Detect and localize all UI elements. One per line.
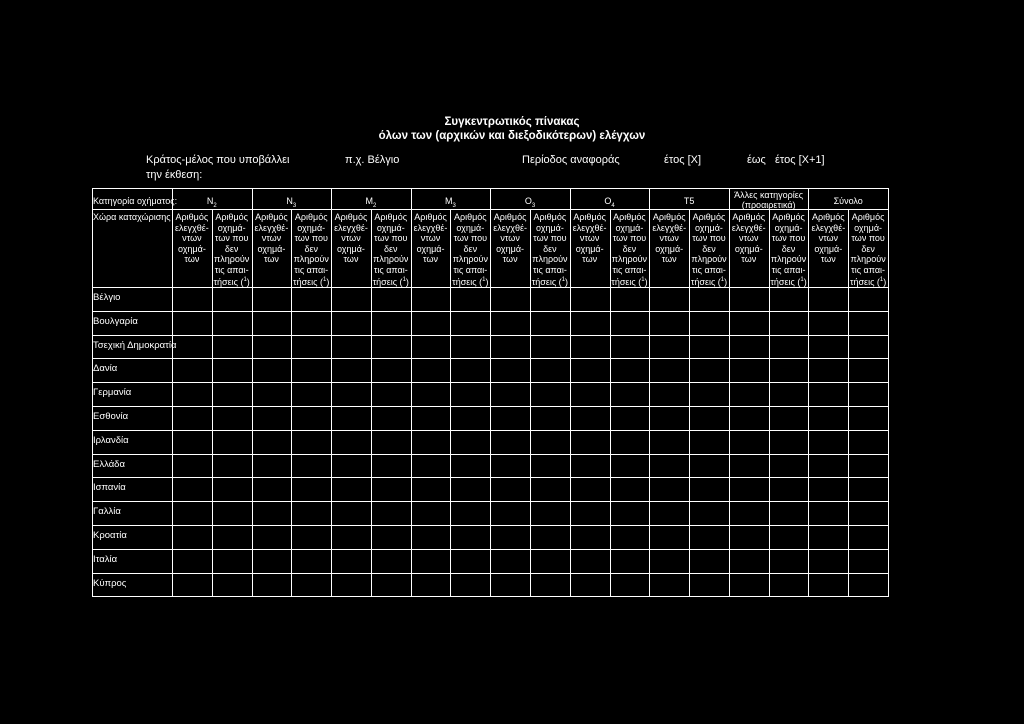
subheader-line: ελεγχθέ-: [334, 222, 368, 233]
category-header: [490, 196, 570, 211]
category-subscript: 2: [213, 202, 217, 209]
subheader-line: οχημά-: [177, 243, 206, 254]
subheader-inspected-count: [252, 212, 292, 265]
subheader-line: Αριθμός: [851, 212, 885, 222]
country-row-label: Εσθονία: [93, 411, 129, 422]
subheader-line: ντων: [500, 233, 520, 243]
subheader-line: πληρούν: [214, 254, 250, 264]
subheader-noncompliant-count: [689, 212, 729, 288]
subheader-line: τις απαι-: [294, 264, 329, 275]
subheader-line: των που: [214, 233, 249, 243]
subheader-line: των: [423, 254, 439, 264]
subheader-line: των που: [294, 233, 328, 243]
subheader-noncompliant-count: [530, 212, 570, 288]
subheader-line: Αριθμός: [215, 212, 248, 222]
subheader-line: πληρούν: [770, 254, 807, 264]
category-subscript: 3: [292, 202, 297, 209]
subheader-line: πληρούν: [850, 254, 886, 264]
country-row-label: Δανία: [93, 363, 118, 375]
subheader-line: οχημά-: [337, 243, 365, 254]
subheader-inspected-count: [570, 212, 610, 265]
subheader-inspected-count: [808, 212, 848, 265]
period-label: Περίοδος αναφοράς: [522, 154, 620, 166]
subheader-line: δεν: [463, 243, 478, 254]
category-subscript: 3: [531, 202, 536, 209]
footnote-mark: 1: [243, 277, 247, 283]
category-header: [411, 196, 491, 211]
subheader-line: ελεγχθέ-: [731, 222, 766, 233]
subheader-line: τήσεις ($^1$): [452, 277, 489, 287]
subheader-line: τήσεις ($^1$): [372, 277, 409, 287]
subheader-line: οχημά-: [416, 243, 445, 254]
category-subscript: 3: [452, 202, 456, 209]
category-header: [252, 196, 332, 211]
category-code: M: [445, 196, 453, 206]
subheader-inspected-count: [411, 212, 451, 265]
category-subscript: 2: [372, 202, 377, 209]
subheader-line: Αριθμός: [573, 212, 606, 222]
subheader-line: τις απαι-: [373, 264, 408, 275]
category-note: (προαιρετικά): [741, 200, 796, 210]
subheader-line: οχημά-: [297, 222, 326, 233]
footnote-mark: 1: [482, 277, 486, 283]
member-state-label-1: Κράτος-μέλος που υποβάλλει: [146, 154, 290, 166]
subheader-line: πληρούν: [532, 254, 568, 264]
subheader-line: Αριθμός: [811, 212, 845, 222]
subheader-line: τις απαι-: [692, 264, 726, 275]
subheader-line: οχημά-: [695, 222, 723, 233]
category-header: [570, 196, 650, 211]
subheader-line: πληρούν: [452, 254, 488, 264]
subheader-line: Αριθμός: [613, 212, 646, 222]
subheader-line: Αριθμός: [652, 212, 686, 222]
subheader-line: τήσεις ($^1$): [770, 277, 807, 287]
subheader-line: οχημά-: [376, 222, 405, 233]
subheader-line: ντων: [420, 233, 441, 243]
category-code: N: [206, 196, 214, 206]
subheader-line: οχημά-: [456, 222, 485, 233]
subheader-noncompliant-count: [450, 212, 490, 288]
subheader-line: των: [502, 254, 518, 264]
subheader-line: δεν: [861, 243, 875, 254]
subheader-noncompliant-count: [291, 212, 331, 288]
subheader-line: Αριθμός: [374, 212, 408, 222]
subheader-line: ντων: [739, 233, 759, 243]
subheader-line: Αριθμός: [255, 212, 288, 222]
subheader-noncompliant-count: [212, 212, 252, 288]
subheader-line: Αριθμός: [453, 212, 487, 222]
subheader-line: ελεγχθέ-: [254, 222, 289, 233]
country-row-label: Βουλγαρία: [93, 315, 138, 327]
country-row-label: Κύπρος: [93, 577, 127, 589]
subheader-line: τήσεις ($^1$): [213, 277, 250, 287]
country-row-label: Βέλγιο: [93, 292, 121, 303]
subheader-line: ελεγχθέ-: [413, 222, 448, 233]
subheader-line: δεν: [543, 243, 557, 254]
country-row-label: Κροατία: [93, 530, 127, 541]
subheader-line: Αριθμός: [692, 212, 726, 222]
subheader-line: τις απαι-: [453, 264, 488, 275]
subheader-line: τις απαι-: [851, 264, 886, 275]
subheader-line: ελεγχθέ-: [572, 222, 607, 233]
subheader-line: πληρούν: [373, 254, 409, 264]
member-state-label-2: την έκθεση:: [146, 169, 203, 181]
subheader-line: τήσεις ($^1$): [611, 277, 648, 287]
subheader-line: δεν: [383, 243, 398, 254]
subheader-noncompliant-count: [769, 212, 809, 288]
category-subscript: 4: [611, 202, 615, 209]
subheader-line: Αριθμός: [414, 212, 447, 222]
subheader-line: των που: [692, 233, 726, 243]
subheader-inspected-count: [649, 212, 689, 265]
subheader-line: ελεγχθέ-: [493, 222, 527, 233]
subheader-line: Αριθμός: [175, 212, 209, 222]
subheader-line: Αριθμός: [334, 212, 368, 222]
subheader-line: τήσεις ($^1$): [849, 277, 887, 287]
subheader-noncompliant-count: [371, 212, 411, 288]
footnote-mark: 1: [561, 277, 566, 283]
country-row-label: Ελλάδα: [93, 458, 125, 470]
period-to-label: έως: [747, 154, 766, 166]
subheader-inspected-count: [331, 212, 371, 265]
footnote-mark: 1: [323, 277, 327, 283]
country-header: Χώρα καταχώρισης: [93, 212, 171, 222]
country-row-label: Ισπανία: [93, 482, 126, 494]
subheader-line: τήσεις ($^1$): [690, 277, 728, 287]
subheader-line: ντων: [182, 233, 202, 243]
category-code: M: [365, 196, 373, 206]
subheader-line: ελεγχθέ-: [811, 222, 846, 233]
category-name: Άλλες κατηγορίες: [734, 190, 804, 200]
subheader-line: των που: [453, 233, 488, 243]
subheader-line: ντων: [261, 233, 282, 243]
subheader-line: ντων: [818, 233, 839, 243]
category-code: T5: [683, 196, 695, 206]
subheader-line: τις απαι-: [612, 264, 647, 275]
footnote-mark: 1: [402, 277, 406, 283]
category-label: Κατηγορία οχήματος:: [93, 196, 178, 206]
subheader-line: πληρούν: [691, 254, 727, 264]
country-row-label: Τσεχική Δημοκρατία: [93, 339, 177, 351]
subheader-line: οχημά-: [575, 243, 604, 254]
subheader-line: δεν: [702, 243, 716, 254]
subheader-line: των που: [612, 233, 647, 243]
category-code: Σύνολο: [833, 196, 863, 206]
subheader-line: τις απαι-: [532, 264, 567, 275]
subheader-line: οχημά-: [535, 222, 564, 233]
subheader-line: Αριθμός: [772, 212, 805, 222]
subheader-inspected-count: [729, 212, 769, 265]
subheader-line: των: [582, 254, 598, 264]
category-code: O: [604, 196, 612, 206]
subheader-line: των: [263, 254, 279, 264]
category-header: [172, 196, 252, 211]
subheader-noncompliant-count: [848, 212, 888, 288]
subheader-line: ντων: [579, 233, 600, 243]
subheader-inspected-count: [172, 212, 212, 265]
footnote-mark: 1: [800, 277, 804, 283]
subheader-line: των: [184, 254, 200, 264]
subheader-line: οχημά-: [217, 222, 246, 233]
subheader-line: ντων: [659, 233, 679, 243]
subheader-line: των: [820, 254, 836, 264]
subheader-line: ελεγχθέ-: [175, 222, 209, 233]
title-line-1: Συγκεντρωτικός πίνακας: [444, 116, 580, 128]
country-row-label: Ιρλανδία: [93, 434, 129, 446]
country-row-label: Ιταλία: [93, 553, 118, 565]
subheader-line: των: [661, 254, 677, 264]
table-border-right: [888, 188, 889, 597]
category-header: [649, 196, 729, 206]
subheader-line: οχημά-: [854, 222, 883, 233]
category-code: O: [524, 196, 532, 206]
subheader-line: οχημά-: [496, 243, 525, 254]
footnote-mark: 1: [879, 277, 884, 283]
title-line-2: όλων των (αρχικών και διεξοδικότερων) ελέγχων: [378, 130, 646, 142]
subheader-line: τις απαι-: [771, 264, 806, 275]
subheader-line: Αριθμός: [732, 212, 766, 222]
subheader-line: οχημά-: [257, 243, 286, 254]
category-header: [808, 196, 888, 206]
subheader-noncompliant-count: [610, 212, 650, 288]
subheader-line: των που: [533, 233, 567, 243]
subheader-line: τήσεις ($^1$): [531, 277, 569, 287]
subheader-line: δεν: [224, 243, 239, 254]
subheader-line: δεν: [304, 243, 318, 254]
category-code: N: [286, 196, 293, 206]
subheader-line: τις απαι-: [214, 264, 249, 275]
subheader-line: ελεγχθέ-: [652, 222, 687, 233]
member-state-value: π.χ. Βέλγιο: [345, 154, 400, 166]
subheader-line: των: [741, 254, 757, 264]
category-header: [729, 190, 809, 210]
subheader-line: των: [343, 254, 359, 264]
subheader-line: οχημά-: [734, 243, 763, 254]
subheader-line: Αριθμός: [493, 212, 527, 222]
subheader-line: Αριθμός: [294, 212, 328, 222]
subheader-line: ντων: [341, 233, 361, 243]
subheader-line: δεν: [622, 243, 637, 254]
subheader-line: πληρούν: [293, 254, 329, 264]
footnote-mark: 1: [641, 277, 645, 283]
subheader-line: των που: [771, 233, 806, 243]
subheader-line: πληρούν: [611, 254, 648, 264]
subheader-line: οχημά-: [615, 222, 644, 233]
period-to: έτος [X+1]: [775, 154, 825, 166]
subheader-line: των που: [374, 233, 408, 243]
period-from: έτος [X]: [664, 154, 702, 166]
country-row-label: Γερμανία: [93, 387, 132, 399]
subheader-line: δεν: [781, 243, 796, 254]
subheader-line: οχημά-: [814, 243, 843, 254]
subheader-line: τήσεις ($^1$): [293, 277, 330, 287]
country-row-label: Γαλλία: [93, 506, 121, 518]
subheader-line: οχημά-: [655, 243, 684, 254]
subheader-line: οχημά-: [774, 222, 803, 233]
subheader-line: Αριθμός: [533, 212, 567, 222]
category-header: [331, 196, 411, 211]
subheader-inspected-count: [490, 212, 530, 265]
footnote-mark: 1: [720, 277, 725, 283]
subheader-line: των που: [851, 233, 885, 243]
